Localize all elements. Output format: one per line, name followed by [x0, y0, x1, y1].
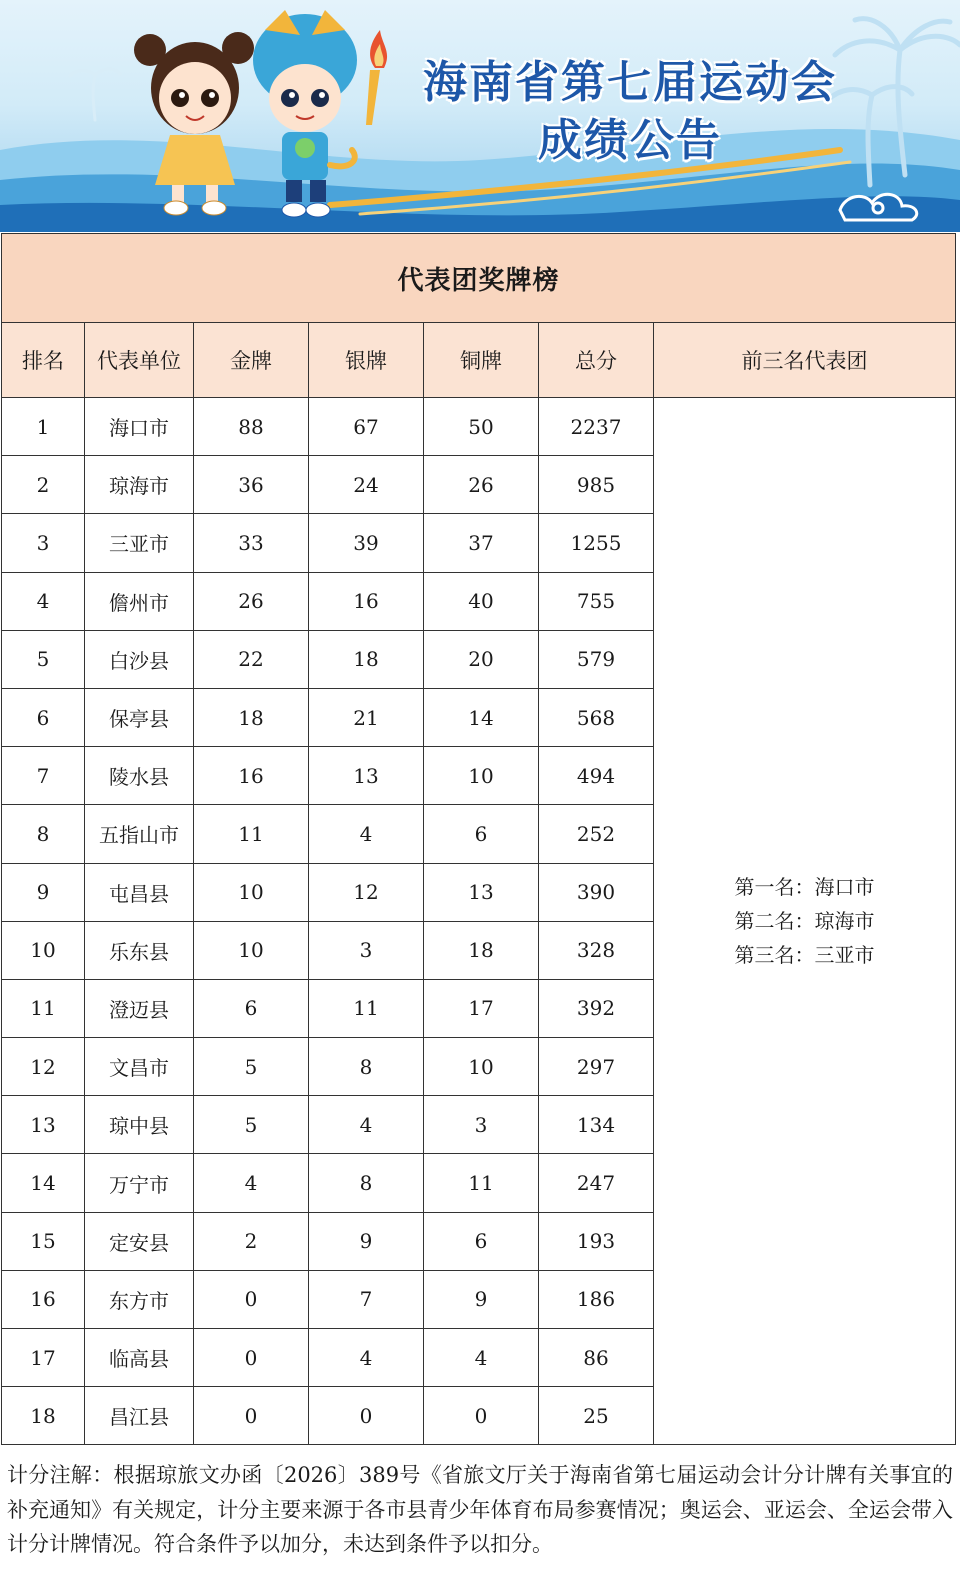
bronze-cell: 18	[424, 921, 539, 979]
score-cell: 2237	[539, 398, 654, 456]
rank-cell: 4	[2, 572, 85, 630]
header-gold: 金牌	[194, 323, 309, 398]
header-score: 总分	[539, 323, 654, 398]
bronze-cell: 50	[424, 398, 539, 456]
score-cell: 186	[539, 1270, 654, 1328]
silver-cell: 8	[309, 1038, 424, 1096]
rank-cell: 6	[2, 688, 85, 746]
gold-cell: 18	[194, 688, 309, 746]
score-cell: 390	[539, 863, 654, 921]
table-body	[2, 398, 956, 1445]
unit-cell: 陵水县	[85, 747, 194, 805]
gold-cell: 10	[194, 863, 309, 921]
score-cell: 247	[539, 1154, 654, 1212]
rank-cell: 18	[2, 1387, 85, 1445]
score-cell: 86	[539, 1329, 654, 1387]
rank-cell: 16	[2, 1270, 85, 1328]
scoring-note: 计分注解：根据琼旅文办函〔2026〕389号《省旅文厅关于海南省第七届运动会计分计牌有关事宜的补充通知》有关规定，计分主要来源于各市县青少年体育布局参赛情况；奥运会、亚运会、全运会带入计分计牌情况。符合条件予以加分，未达到条件予以扣分。	[7, 1463, 953, 1556]
rank-cell: 2	[2, 456, 85, 514]
silver-cell: 67	[309, 398, 424, 456]
rank-cell: 10	[2, 921, 85, 979]
silver-cell: 0	[309, 1387, 424, 1445]
unit-cell: 万宁市	[85, 1154, 194, 1212]
header-rank: 排名	[2, 323, 85, 398]
top3-entry: 第二名：琼海市	[734, 909, 875, 934]
bronze-cell: 11	[424, 1154, 539, 1212]
rank-cell: 9	[2, 863, 85, 921]
rank-cell: 3	[2, 514, 85, 572]
gold-cell: 0	[194, 1329, 309, 1387]
banner-title-line1: 海南省第七届运动会	[423, 57, 837, 108]
unit-cell: 五指山市	[85, 805, 194, 863]
score-cell: 392	[539, 979, 654, 1037]
rank-cell: 12	[2, 1038, 85, 1096]
bronze-cell: 20	[424, 630, 539, 688]
gold-cell: 33	[194, 514, 309, 572]
unit-cell: 保亭县	[85, 688, 194, 746]
gold-cell: 5	[194, 1096, 309, 1154]
unit-cell: 三亚市	[85, 514, 194, 572]
silver-cell: 4	[309, 1096, 424, 1154]
score-cell: 568	[539, 688, 654, 746]
top3-cell	[654, 398, 956, 1445]
header-bronze: 铜牌	[424, 323, 539, 398]
silver-cell: 39	[309, 514, 424, 572]
unit-cell: 海口市	[85, 398, 194, 456]
bronze-cell: 37	[424, 514, 539, 572]
rank-cell: 15	[2, 1212, 85, 1270]
silver-cell: 21	[309, 688, 424, 746]
unit-cell: 临高县	[85, 1329, 194, 1387]
rank-cell: 11	[2, 979, 85, 1037]
score-cell: 328	[539, 921, 654, 979]
bronze-cell: 6	[424, 1212, 539, 1270]
silver-cell: 11	[309, 979, 424, 1037]
table-title: 代表团奖牌榜	[2, 234, 956, 323]
unit-cell: 东方市	[85, 1270, 194, 1328]
unit-cell: 昌江县	[85, 1387, 194, 1445]
gold-cell: 6	[194, 979, 309, 1037]
rank-cell: 7	[2, 747, 85, 805]
gold-cell: 10	[194, 921, 309, 979]
bronze-cell: 26	[424, 456, 539, 514]
gold-cell: 26	[194, 572, 309, 630]
silver-cell: 3	[309, 921, 424, 979]
silver-cell: 24	[309, 456, 424, 514]
silver-cell: 4	[309, 1329, 424, 1387]
rank-cell: 14	[2, 1154, 85, 1212]
silver-cell: 13	[309, 747, 424, 805]
bronze-cell: 9	[424, 1270, 539, 1328]
score-cell: 1255	[539, 514, 654, 572]
unit-cell: 文昌市	[85, 1038, 194, 1096]
rank-cell: 17	[2, 1329, 85, 1387]
gold-cell: 16	[194, 747, 309, 805]
score-cell: 134	[539, 1096, 654, 1154]
gold-cell: 4	[194, 1154, 309, 1212]
silver-cell: 18	[309, 630, 424, 688]
table-row	[2, 398, 956, 456]
gold-cell: 88	[194, 398, 309, 456]
bronze-cell: 3	[424, 1096, 539, 1154]
rank-cell: 8	[2, 805, 85, 863]
score-cell: 252	[539, 805, 654, 863]
gold-cell: 36	[194, 456, 309, 514]
gold-cell: 0	[194, 1270, 309, 1328]
rank-cell: 1	[2, 398, 85, 456]
bronze-cell: 10	[424, 747, 539, 805]
score-cell: 985	[539, 456, 654, 514]
torch-icon	[366, 30, 387, 125]
header-top3: 前三名代表团	[654, 323, 956, 398]
silver-cell: 7	[309, 1270, 424, 1328]
silver-cell: 4	[309, 805, 424, 863]
rank-cell: 13	[2, 1096, 85, 1154]
unit-cell: 定安县	[85, 1212, 194, 1270]
silver-cell: 12	[309, 863, 424, 921]
bronze-cell: 17	[424, 979, 539, 1037]
bronze-cell: 0	[424, 1387, 539, 1445]
bronze-cell: 4	[424, 1329, 539, 1387]
score-cell: 297	[539, 1038, 654, 1096]
score-cell: 494	[539, 747, 654, 805]
gold-cell: 22	[194, 630, 309, 688]
header-banner	[0, 0, 960, 232]
score-cell: 579	[539, 630, 654, 688]
score-cell: 193	[539, 1212, 654, 1270]
bronze-cell: 10	[424, 1038, 539, 1096]
unit-cell: 澄迈县	[85, 979, 194, 1037]
table-header-row	[2, 323, 956, 398]
top3-entry: 第三名：三亚市	[734, 943, 875, 968]
silver-cell: 9	[309, 1212, 424, 1270]
unit-cell: 乐东县	[85, 921, 194, 979]
medal-table	[1, 233, 956, 1445]
bronze-cell: 14	[424, 688, 539, 746]
bronze-cell: 6	[424, 805, 539, 863]
unit-cell: 琼海市	[85, 456, 194, 514]
unit-cell: 白沙县	[85, 630, 194, 688]
rank-cell: 5	[2, 630, 85, 688]
header-unit: 代表单位	[85, 323, 194, 398]
silver-cell: 8	[309, 1154, 424, 1212]
unit-cell: 屯昌县	[85, 863, 194, 921]
gold-cell: 0	[194, 1387, 309, 1445]
unit-cell: 琼中县	[85, 1096, 194, 1154]
score-cell: 755	[539, 572, 654, 630]
bronze-cell: 40	[424, 572, 539, 630]
banner-title-line2: 成绩公告	[538, 115, 722, 166]
gold-cell: 2	[194, 1212, 309, 1270]
silver-cell: 16	[309, 572, 424, 630]
unit-cell: 儋州市	[85, 572, 194, 630]
score-cell: 25	[539, 1387, 654, 1445]
gold-cell: 5	[194, 1038, 309, 1096]
gold-cell: 11	[194, 805, 309, 863]
header-silver: 银牌	[309, 323, 424, 398]
bronze-cell: 13	[424, 863, 539, 921]
top3-entry: 第一名：海口市	[734, 875, 875, 900]
